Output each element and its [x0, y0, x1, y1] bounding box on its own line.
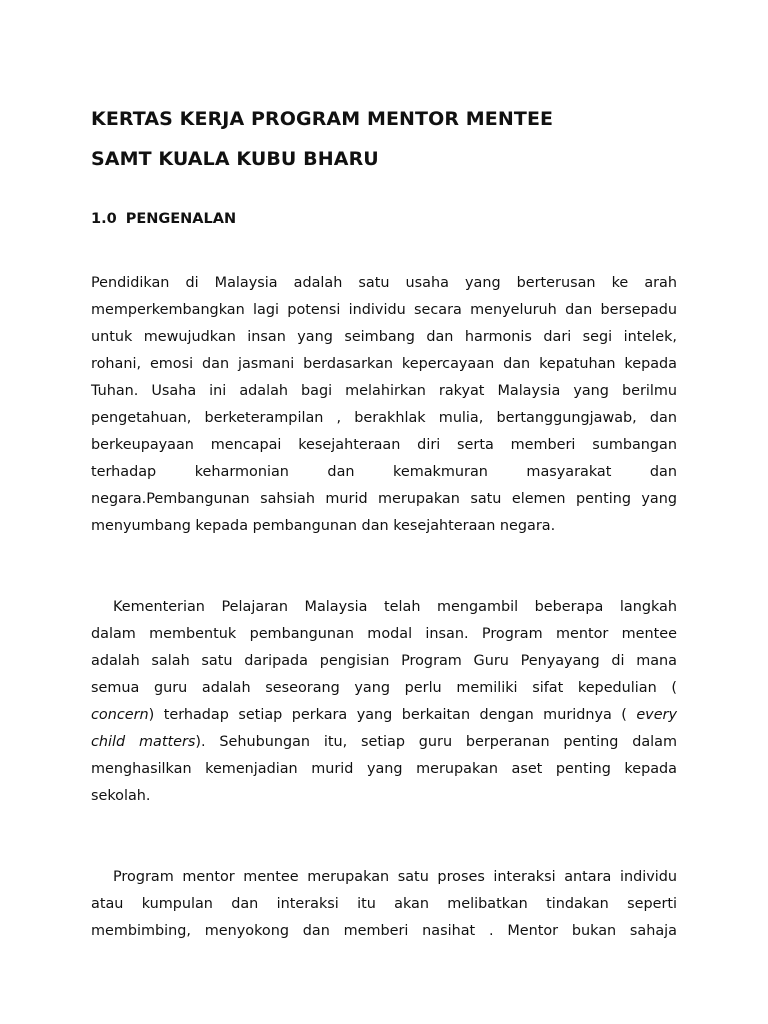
paragraph-fragment: ). Sehubungan itu, setiap guru berperanan penting dalam	[195, 734, 677, 750]
section-title: PENGENALAN	[125, 211, 237, 227]
paragraph-line: Pendidikan di Malaysia adalah satu usaha yang berterusan ke arah	[91, 275, 677, 291]
paragraph-line: menghasilkan kemenjadian murid yang merupakan aset penting kepada	[91, 761, 677, 777]
paragraph-line: adalah salah satu daripada pengisian Program Guru Penyayang di mana	[91, 653, 677, 669]
paragraph-line: membimbing, menyokong dan memberi nasihat . Mentor bukan sahaja	[91, 923, 677, 939]
paragraph-line: terhadap keharmonian dan kemakmuran masyarakat dan	[91, 464, 677, 480]
paragraph-mentor-mentee	[91, 864, 677, 945]
section-number: 1.0	[91, 211, 117, 227]
paragraph-line: memperkembangkan lagi potensi individu secara menyeluruh dan bersepadu	[91, 302, 677, 318]
paragraph-line: sekolah.	[91, 788, 151, 804]
paragraph-line-mixed	[91, 729, 677, 756]
document-title-line-1: KERTAS KERJA PROGRAM MENTOR MENTEE	[91, 108, 554, 130]
paragraph-line: semua guru adalah seseorang yang perlu memiliki sifat kepedulian (	[91, 680, 677, 696]
document-title-line-2: SAMT KUALA KUBU BHARU	[91, 148, 379, 170]
paragraph-fragment: ) terhadap setiap perkara yang berkaitan dengan muridnya (	[148, 707, 637, 723]
paragraph-line: menyumbang kepada pembangunan dan kesejahteraan negara.	[91, 518, 556, 534]
paragraph-line: Kementerian Pelajaran Malaysia telah mengambil beberapa langkah	[113, 599, 677, 615]
paragraph-line: rohani, emosi dan jasmani berdasarkan kepercayaan dan kepatuhan kepada	[91, 356, 677, 372]
paragraph-line: Tuhan. Usaha ini adalah bagi melahirkan rakyat Malaysia yang berilmu	[91, 383, 677, 399]
paragraph-line: untuk mewujudkan insan yang seimbang dan harmonis dari segi intelek,	[91, 329, 677, 345]
italic-term: child matters	[91, 734, 196, 750]
section-heading	[91, 211, 236, 227]
paragraph-line: negara.Pembangunan sahsiah murid merupakan satu elemen penting yang	[91, 491, 677, 507]
italic-term: every	[636, 707, 677, 723]
paragraph-line: berkeupayaan mencapai kesejahteraan diri serta memberi sumbangan	[91, 437, 677, 453]
paragraph-line: pengetahuan, berketerampilan , berakhlak mulia, bertanggungjawab, dan	[91, 410, 677, 426]
paragraph-ministry	[91, 594, 677, 810]
paragraph-introduction	[91, 270, 677, 540]
paragraph-line: Program mentor mentee merupakan satu proses interaksi antara individu	[113, 869, 677, 885]
italic-term: concern	[91, 707, 149, 723]
paragraph-line: dalam membentuk pembangunan modal insan. Program mentor mentee	[91, 626, 677, 642]
paragraph-line-mixed	[91, 702, 677, 729]
paragraph-line: atau kumpulan dan interaksi itu akan melibatkan tindakan seperti	[91, 896, 677, 912]
